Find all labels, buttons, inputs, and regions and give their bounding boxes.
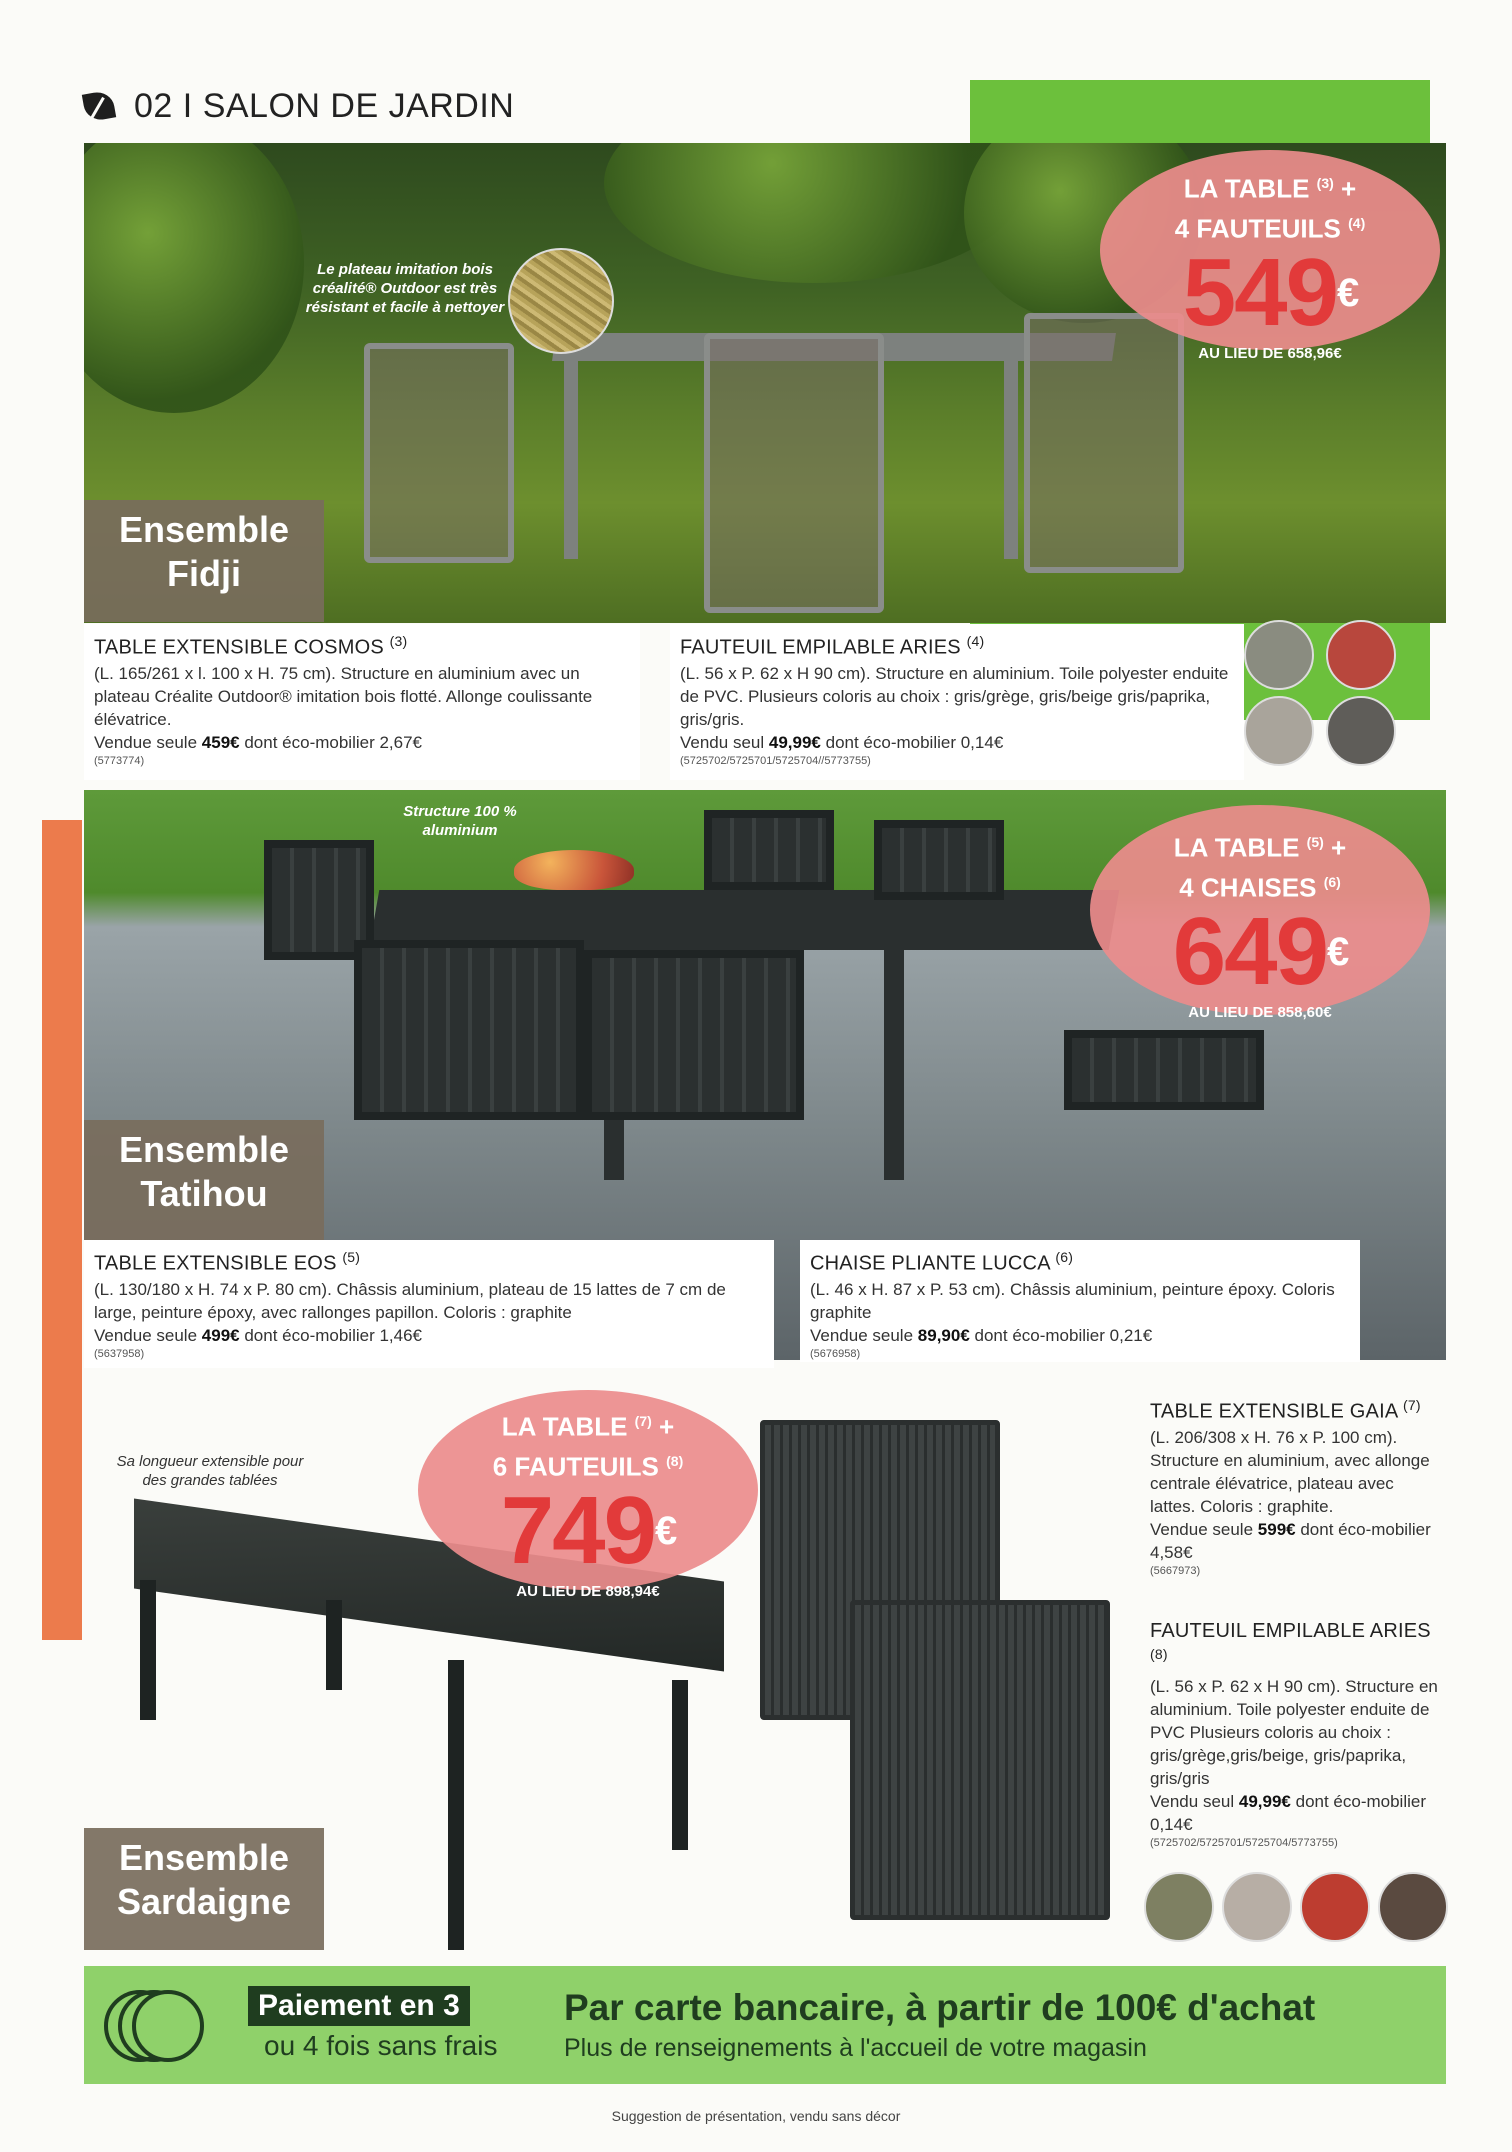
color-swatch[interactable] bbox=[1222, 1872, 1292, 1942]
payment-main-text: Par carte bancaire, à partir de 100€ d'achat bbox=[564, 1987, 1316, 2028]
product-info-aries-2: FAUTEUIL EMPILABLE ARIES $^{(8)}$ (L. 56 x P. 62 x H 90 cm). Structure en aluminium. Toile polyester enduite de PVC Plusieurs coloris au choix : gris/grège,gris/beige, gris/paprika, gris/gris Vendu seul 49,99€ dont éco-mobilier 0,14€ (5725702/5725701/5725704/5773755) bbox=[1150, 1620, 1438, 1849]
promo-old-price: AU LIEU DE 898,94€ bbox=[516, 1583, 660, 1601]
chair-aries bbox=[704, 333, 884, 613]
ensemble-label-sardaigne: Ensemble Sardaigne bbox=[84, 1828, 324, 1950]
section-title: SALON DE JARDIN bbox=[202, 86, 515, 125]
product-info-aries-1: FAUTEUIL EMPILABLE ARIES $^{(4)}$ (L. 56 x P. 62 x H 90 cm). Structure en aluminium. Toile polyester enduite de PVC. Plusieurs coloris au choix : gris/grège, gris/beige gris/paprika, gris/gris. Vendu seul 49,99€ dont éco-mobilier 0,14€ (5725702/5725701/5725704//5773755) bbox=[670, 624, 1244, 780]
color-swatch[interactable] bbox=[1378, 1872, 1448, 1942]
note-sardaigne: Sa longueur extensible pour des grandes tablées bbox=[116, 1453, 304, 1489]
footer-note: Suggestion de présentation, vendu sans décor bbox=[611, 2108, 901, 2124]
table-leg bbox=[448, 1660, 464, 1950]
promo-price: 749€ bbox=[500, 1477, 676, 1585]
chair-lucca bbox=[704, 810, 834, 890]
color-swatch[interactable] bbox=[1244, 696, 1314, 766]
product-info-eos: TABLE EXTENSIBLE EOS $^{(5)}$ (L. 130/180 x H. 74 x P. 80 cm). Châssis aluminium, plateau de 15 lattes de 7 cm de large, peinture époxy, avec rallonges papillon. Coloris : graphite Vendue seule 499€ dont éco-mobilier 1,46€ (5637958) bbox=[84, 1240, 774, 1368]
payment-banner bbox=[84, 1966, 1446, 2084]
promo-old-price: AU LIEU DE 658,96€ bbox=[1198, 345, 1342, 363]
header-separator: I bbox=[182, 86, 193, 125]
fruit-bowl bbox=[514, 850, 634, 890]
table-leg bbox=[1004, 359, 1018, 559]
color-swatch[interactable] bbox=[1244, 620, 1314, 690]
table-leg bbox=[672, 1680, 688, 1850]
color-swatch[interactable] bbox=[1300, 1872, 1370, 1942]
promo-bubble-sardaigne: LA TABLE $^{(7)}$ + 6 FAUTEUILS $^{(8)}$ 749€ AU LIEU DE 898,94€ bbox=[418, 1390, 758, 1590]
chair-lucca bbox=[874, 820, 1004, 900]
promo-bubble-fidji: LA TABLE $^{(3)}$ + 4 FAUTEUILS $^{(4)}$ 549€ AU LIEU DE 658,96€ bbox=[1100, 150, 1440, 350]
page-header bbox=[82, 84, 514, 128]
chair-lucca bbox=[354, 940, 584, 1120]
promo-price: 649€ bbox=[1172, 898, 1348, 1006]
product-info-cosmos: TABLE EXTENSIBLE COSMOS $^{(3)}$ (L. 165/261 x l. 100 x H. 75 cm). Structure en aluminium avec un plateau Créalite Outdoor® imitation bois flotté. Allonge coulissante élévatrice. Vendue seule 459€ dont éco-mobilier 2,67€ (5773774) bbox=[84, 624, 640, 780]
promo-bubble-tatihou: LA TABLE $^{(5)}$ + 4 CHAISES $^{(6)}$ 649€ AU LIEU DE 858,60€ bbox=[1090, 805, 1430, 1015]
note-tatihou: Structure 100 % aluminium bbox=[403, 803, 517, 839]
table-leg bbox=[140, 1580, 156, 1720]
promo-price: 549€ bbox=[1182, 239, 1358, 347]
color-swatch[interactable] bbox=[1144, 1872, 1214, 1942]
color-swatch[interactable] bbox=[1326, 696, 1396, 766]
color-swatch[interactable] bbox=[1326, 620, 1396, 690]
chair-lucca bbox=[584, 950, 804, 1120]
chair-aries bbox=[364, 343, 514, 563]
payment-subtitle: ou 4 fois sans frais bbox=[264, 2030, 498, 2061]
leaf-icon bbox=[82, 88, 122, 124]
orange-accent-bar bbox=[42, 820, 82, 1640]
product-info-gaia: TABLE EXTENSIBLE GAIA $^{(7)}$ (L. 206/308 x H. 76 x P. 100 cm). Structure en aluminium, avec allonge centrale élévatrice, plateau avec lattes. Coloris : graphite. Vendue seule 599€ dont éco-mobilier 4,58€ (5667973) bbox=[1150, 1397, 1431, 1577]
payment-installments-icon bbox=[104, 1986, 214, 2066]
table-leg bbox=[564, 359, 578, 559]
note-fidji: Le plateau imitation bois créalité® Outdoor est très résistant et facile à nettoyer bbox=[305, 261, 505, 316]
table-leg bbox=[884, 950, 904, 1180]
payment-title: Paiement en 3 bbox=[248, 1986, 470, 2026]
wood-texture-swatch bbox=[508, 248, 614, 354]
ensemble-label-tatihou: Ensemble Tatihou bbox=[84, 1120, 324, 1242]
tree-foliage bbox=[604, 143, 1024, 283]
ensemble-label-fidji: Ensemble Fidji bbox=[84, 500, 324, 622]
chair-lucca bbox=[1064, 1030, 1264, 1110]
chair-aries-stack bbox=[850, 1600, 1110, 1920]
payment-info-text: Plus de renseignements à l'accueil de votre magasin bbox=[564, 2034, 1147, 2062]
page-number: 02 bbox=[134, 86, 173, 125]
tree-foliage bbox=[84, 143, 304, 413]
product-info-lucca: CHAISE PLIANTE LUCCA $^{(6)}$ (L. 46 x H. 87 x P. 53 cm). Châssis aluminium, peinture époxy. Coloris graphite Vendue seule 89,90€ dont éco-mobilier 0,21€ (5676958) bbox=[800, 1240, 1360, 1362]
promo-old-price: AU LIEU DE 858,60€ bbox=[1188, 1004, 1332, 1022]
table-leg bbox=[326, 1600, 342, 1690]
